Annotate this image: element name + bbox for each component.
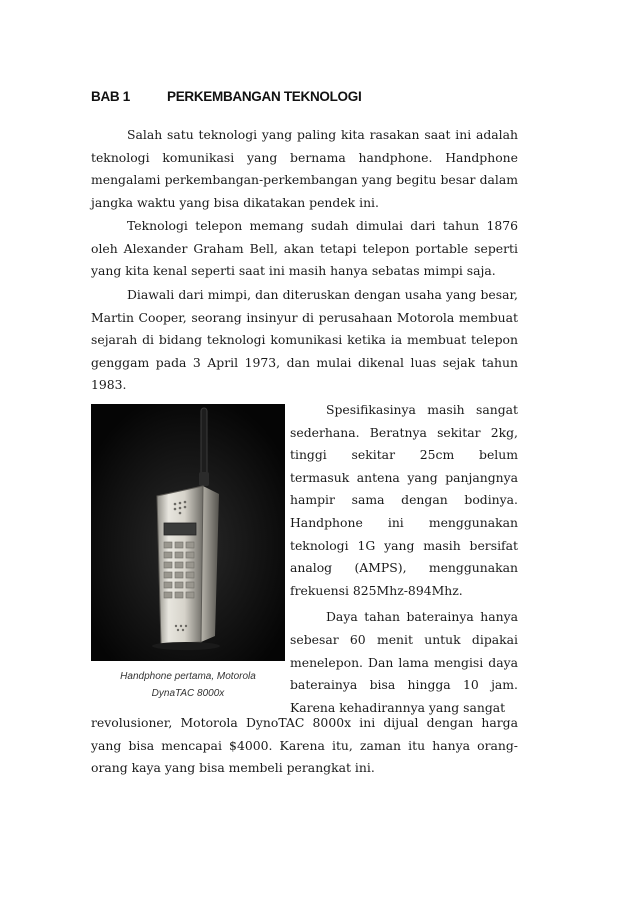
paragraph-2-block bbox=[91, 215, 518, 287]
right-column bbox=[290, 399, 518, 723]
phone-illustration bbox=[91, 404, 285, 661]
caption-line-2: DynaTAC 8000x bbox=[151, 688, 225, 699]
chapter-title: PERKEMBANGAN TEKNOLOGI bbox=[167, 89, 362, 104]
paragraph-1: Salah satu teknologi yang paling kita rasakan saat ini adalah teknologi komunikasi yang bernama handphone. Handphone mengalami perkembangan-perkembangan yang begitu besar dalam jangka waktu yang bisa dikatakan pendek ini. bbox=[91, 127, 518, 210]
paragraph-3: Diawali dari mimpi, dan diteruskan dengan usaha yang besar, Martin Cooper, seorang insinyur di perusahaan Motorola membuat sejarah di bidang teknologi komunikasi ketika ia membuat telepon genggam pada 3 April 1973, dan mulai dikenal luas sejak tahun 1983. bbox=[91, 287, 518, 393]
caption-line-1: Handphone pertama, Motorola bbox=[120, 671, 256, 682]
paragraph-2: Teknologi telepon memang sudah dimulai dari tahun 1876 oleh Alexander Graham Bell, akan tetapi telepon portable seperti yang kita kenal seperti saat ini masih hanya sebatas mimpi saja. bbox=[91, 218, 518, 279]
chapter-heading bbox=[91, 89, 361, 104]
motorola-dynatac-photo bbox=[91, 404, 285, 661]
right-paragraph-2: Daya tahan baterainya hanya sebesar 60 menit untuk dipakai menelepon. Dan lama mengisi daya baterainya bisa hingga 10 jam. Karena kehadirannya yang sangat bbox=[290, 609, 518, 715]
figure-caption bbox=[91, 668, 285, 702]
bottom-paragraph: revolusioner, Motorola DynoTAC 8000x ini dijual dengan harga yang bisa mencapai $4000. Karena itu, zaman itu hanya orang-orang kaya yang bisa membeli perangkat ini. bbox=[91, 715, 518, 776]
paragraph-3-block bbox=[91, 284, 518, 401]
paragraph-1-block bbox=[91, 124, 518, 218]
chapter-number: BAB 1 bbox=[91, 89, 131, 104]
right-paragraph-1: Spesifikasinya masih sangat sederhana. Beratnya sekitar 2kg, tinggi sekitar 25cm belum termasuk antena yang panjangnya hampir sama dengan bodinya. Handphone ini menggunakan teknologi 1G yang masih bersifat analog (AMPS), menggunakan frekuensi 825Mhz-894Mhz. bbox=[290, 402, 518, 598]
